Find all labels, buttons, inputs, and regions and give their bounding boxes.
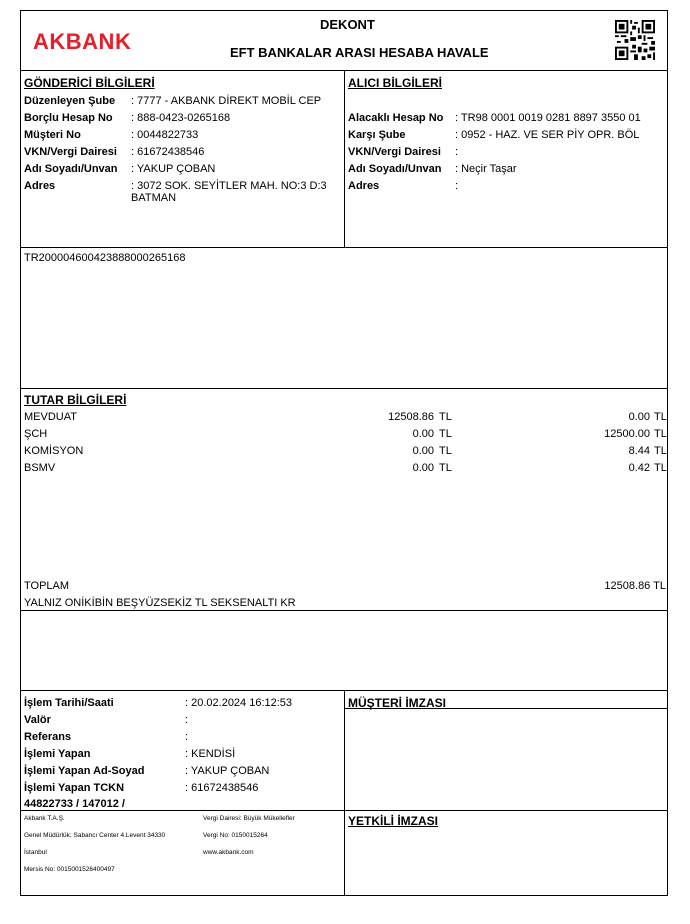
currency: TL bbox=[439, 428, 452, 440]
receiver-label: Adı Soyadı/Unvan bbox=[348, 163, 442, 175]
sender-value: BATMAN bbox=[131, 192, 177, 204]
total-label: TOPLAM bbox=[24, 580, 70, 592]
transaction-label: İşlemi Yapan Ad-Soyad bbox=[24, 765, 145, 777]
receiver-label: Alacaklı Hesap No bbox=[348, 112, 444, 124]
footer-text: Mersis No: 0015001526400497 bbox=[24, 866, 115, 873]
footer-divider bbox=[20, 810, 668, 811]
sender-label: Adres bbox=[24, 180, 56, 192]
footer-text: Akbank T.A.Ş. bbox=[24, 815, 65, 822]
signature-divider bbox=[344, 690, 345, 896]
description-bottom-divider bbox=[20, 388, 668, 389]
receiver-value: : Neçir Taşar bbox=[455, 163, 517, 175]
customer-signature-title: MÜŞTERİ İMZASI bbox=[348, 696, 446, 710]
parties-divider bbox=[344, 70, 345, 247]
transaction-code: 44822733 / 147012 / bbox=[24, 798, 125, 810]
amounts-bottom-divider bbox=[20, 610, 668, 611]
currency: TL bbox=[439, 462, 452, 474]
transaction-label: Referans bbox=[24, 731, 72, 743]
currency: TL bbox=[439, 445, 452, 457]
transaction-label: Valör bbox=[24, 714, 51, 726]
transaction-value: : 20.02.2024 16:12:53 bbox=[185, 697, 293, 709]
authorized-signature-title: YETKİLİ İMZASI bbox=[348, 814, 438, 828]
transaction-value: : KENDİSİ bbox=[185, 748, 236, 760]
document-subtitle: EFT BANKALAR ARASI HESABA HAVALE bbox=[230, 45, 489, 60]
akbank-logo: AKBANK bbox=[33, 29, 132, 54]
amount-row-name: ŞCH bbox=[24, 428, 48, 440]
amount-value: 12500.00 bbox=[604, 428, 650, 440]
sender-label: VKN/Vergi Dairesi bbox=[24, 146, 117, 158]
currency: TL bbox=[654, 445, 667, 457]
sender-value: : 61672438546 bbox=[131, 146, 205, 158]
amount-value: 0.00 bbox=[412, 445, 434, 457]
sender-section-title: GÖNDERİCİ BİLGİLERİ bbox=[24, 76, 155, 90]
receiver-value: : 0952 - HAZ. VE SER PİY OPR. BÖL bbox=[455, 129, 640, 141]
parties-bottom-divider bbox=[20, 247, 668, 248]
sender-label: Müşteri No bbox=[24, 129, 81, 141]
amount-value: 0.00 bbox=[628, 411, 650, 423]
receiver-label: Adres bbox=[348, 180, 380, 192]
footer-text: Vergi No: 0150015264 bbox=[203, 832, 268, 839]
sender-value: : 3072 SOK. SEYİTLER MAH. NO:3 D:3 bbox=[131, 180, 327, 192]
description-text: TR200004600423888000265168 bbox=[24, 252, 186, 264]
receiver-label: Karşı Şube bbox=[348, 129, 406, 141]
sender-value: : 0044822733 bbox=[131, 129, 199, 141]
receiver-value: : TR98 0001 0019 0281 8897 3550 01 bbox=[455, 112, 641, 124]
sender-value: : 7777 - AKBANK DİREKT MOBİL CEP bbox=[131, 95, 322, 107]
document-title: DEKONT bbox=[320, 17, 375, 32]
amount-value: 0.42 bbox=[628, 462, 650, 474]
total-in-words: YALNIZ ONİKİBİN BEŞYÜZSEKİZ TL SEKSENALTI KR bbox=[24, 597, 296, 609]
currency: TL bbox=[439, 411, 452, 423]
footer-text: Genel Müdürlük: Sabancı Center 4.Levent 34330 bbox=[24, 832, 166, 839]
amount-value: 12508.86 bbox=[388, 411, 434, 423]
receiver-section-title: ALICI BİLGİLERİ bbox=[348, 76, 442, 90]
transaction-label: İşlemi Yapan bbox=[24, 748, 91, 760]
amount-row-name: KOMİSYON bbox=[24, 445, 84, 457]
total-value: 12508.86 TL bbox=[604, 580, 666, 592]
transaction-label: İşlem Tarihi/Saati bbox=[24, 697, 114, 709]
receiver-value: : bbox=[455, 180, 459, 192]
amounts-section-title: TUTAR BİLGİLERİ bbox=[24, 393, 127, 407]
sender-value: : YAKUP ÇOBAN bbox=[131, 163, 216, 175]
receiver-value: : bbox=[455, 146, 459, 158]
sender-label: Borçlu Hesap No bbox=[24, 112, 113, 124]
sender-value: : 888-0423-0265168 bbox=[131, 112, 231, 124]
amount-value: 8.44 bbox=[628, 445, 650, 457]
amount-value: 0.00 bbox=[412, 428, 434, 440]
transaction-value: : 61672438546 bbox=[185, 782, 259, 794]
receiver-label: VKN/Vergi Dairesi bbox=[348, 146, 441, 158]
sender-label: Adı Soyadı/Unvan bbox=[24, 163, 118, 175]
transaction-value: : bbox=[185, 714, 189, 726]
amount-row-name: MEVDUAT bbox=[24, 411, 77, 423]
currency: TL bbox=[654, 462, 667, 474]
amount-row-name: BSMV bbox=[24, 462, 56, 474]
footer-text: Vergi Dairesi: Büyük Mükellefler bbox=[203, 815, 295, 822]
footer-text: İstanbul bbox=[24, 849, 47, 856]
currency: TL bbox=[654, 428, 667, 440]
sender-label: Düzenleyen Şube bbox=[24, 95, 116, 107]
footer-link[interactable]: www.akbank.com bbox=[203, 849, 254, 856]
transaction-label: İşlemi Yapan TCKN bbox=[24, 782, 125, 794]
amount-value: 0.00 bbox=[412, 462, 434, 474]
transaction-value: : YAKUP ÇOBAN bbox=[185, 765, 270, 777]
transaction-value: : bbox=[185, 731, 189, 743]
currency: TL bbox=[654, 411, 667, 423]
